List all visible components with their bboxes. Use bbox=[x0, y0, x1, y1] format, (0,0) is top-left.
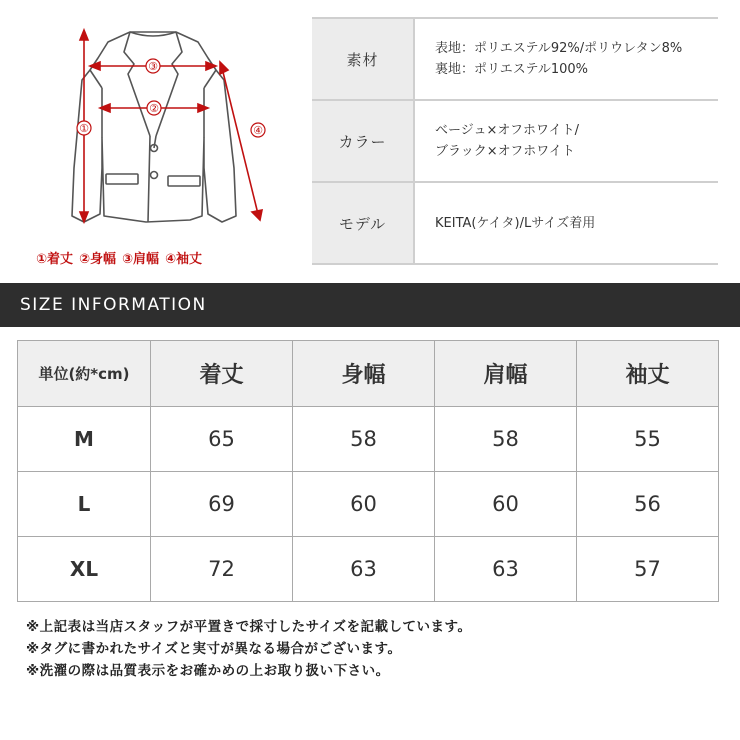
spec-material-line-2: 裏地：ポリエステル100% bbox=[435, 62, 588, 77]
product-spec-table bbox=[312, 17, 718, 265]
value-cell: 60 bbox=[293, 472, 435, 537]
value-cell: 72 bbox=[151, 537, 293, 602]
note-line: ※洗濯の際は品質表示をお確かめの上お取り扱い下さい。 bbox=[26, 663, 390, 679]
spec-row-material bbox=[312, 18, 718, 100]
spec-row-color bbox=[312, 100, 718, 182]
header-unit: 単位(約*cm) bbox=[18, 341, 151, 407]
jacket-left-pocket bbox=[106, 174, 138, 184]
spec-model-line-1: KEITA(ケイタ)/Lサイズ着用 bbox=[435, 215, 596, 231]
marker-2: ② bbox=[149, 102, 159, 115]
spec-label-color: カラー bbox=[312, 100, 414, 182]
value-cell: 57 bbox=[577, 537, 719, 602]
value-cell: 63 bbox=[293, 537, 435, 602]
sleeve-length-measure-line bbox=[222, 68, 258, 214]
measurement-legend bbox=[36, 248, 202, 267]
header-body-width: 身幅 bbox=[293, 341, 435, 407]
value-cell: 63 bbox=[435, 537, 577, 602]
spec-value-color bbox=[414, 100, 718, 182]
table-row bbox=[18, 407, 719, 472]
marker-1: ① bbox=[79, 122, 89, 135]
header-length: 着丈 bbox=[151, 341, 293, 407]
spec-value-material bbox=[414, 18, 718, 100]
legend-sleeve-length: ④袖丈 bbox=[165, 252, 203, 267]
value-cell: 58 bbox=[435, 407, 577, 472]
marker-4: ④ bbox=[253, 124, 263, 137]
note-line: ※上記表は当店スタッフが平置きで採寸したサイズを記載しています。 bbox=[26, 619, 472, 635]
value-cell: 60 bbox=[435, 472, 577, 537]
value-cell: 58 bbox=[293, 407, 435, 472]
jacket-button-bottom bbox=[151, 172, 158, 179]
size-cell: M bbox=[18, 407, 151, 472]
legend-body-width: ②身幅 bbox=[79, 252, 117, 267]
size-information-banner: SIZE INFORMATION bbox=[0, 283, 740, 327]
size-cell: L bbox=[18, 472, 151, 537]
jacket-collar bbox=[124, 32, 182, 136]
size-table-header-row bbox=[18, 341, 719, 407]
size-table bbox=[17, 340, 719, 602]
spec-value-model bbox=[414, 182, 718, 264]
spec-label-material: 素材 bbox=[312, 18, 414, 100]
marker-3: ③ bbox=[148, 60, 158, 73]
spec-row-model bbox=[312, 182, 718, 264]
spec-color-line-2: ブラック×オフホワイト bbox=[435, 144, 575, 159]
value-cell: 69 bbox=[151, 472, 293, 537]
spec-color-line-1: ベージュ×オフホワイト/ bbox=[435, 123, 579, 138]
size-notes bbox=[26, 616, 471, 682]
jacket-measurement-diagram bbox=[22, 18, 284, 268]
note-line: ※タグに書かれたサイズと実寸が異なる場合がございます。 bbox=[26, 641, 402, 657]
legend-shoulder-width: ③肩幅 bbox=[122, 252, 160, 267]
header-sleeve-length: 袖丈 bbox=[577, 341, 719, 407]
header-shoulder-width: 肩幅 bbox=[435, 341, 577, 407]
value-cell: 55 bbox=[577, 407, 719, 472]
spec-material-line-1: 表地：ポリエステル92%/ポリウレタン8% bbox=[435, 41, 683, 56]
spec-label-model: モデル bbox=[312, 182, 414, 264]
table-row bbox=[18, 537, 719, 602]
value-cell: 56 bbox=[577, 472, 719, 537]
jacket-right-pocket bbox=[168, 176, 200, 186]
size-cell: XL bbox=[18, 537, 151, 602]
value-cell: 65 bbox=[151, 407, 293, 472]
table-row bbox=[18, 472, 719, 537]
legend-length: ①着丈 bbox=[36, 252, 74, 267]
